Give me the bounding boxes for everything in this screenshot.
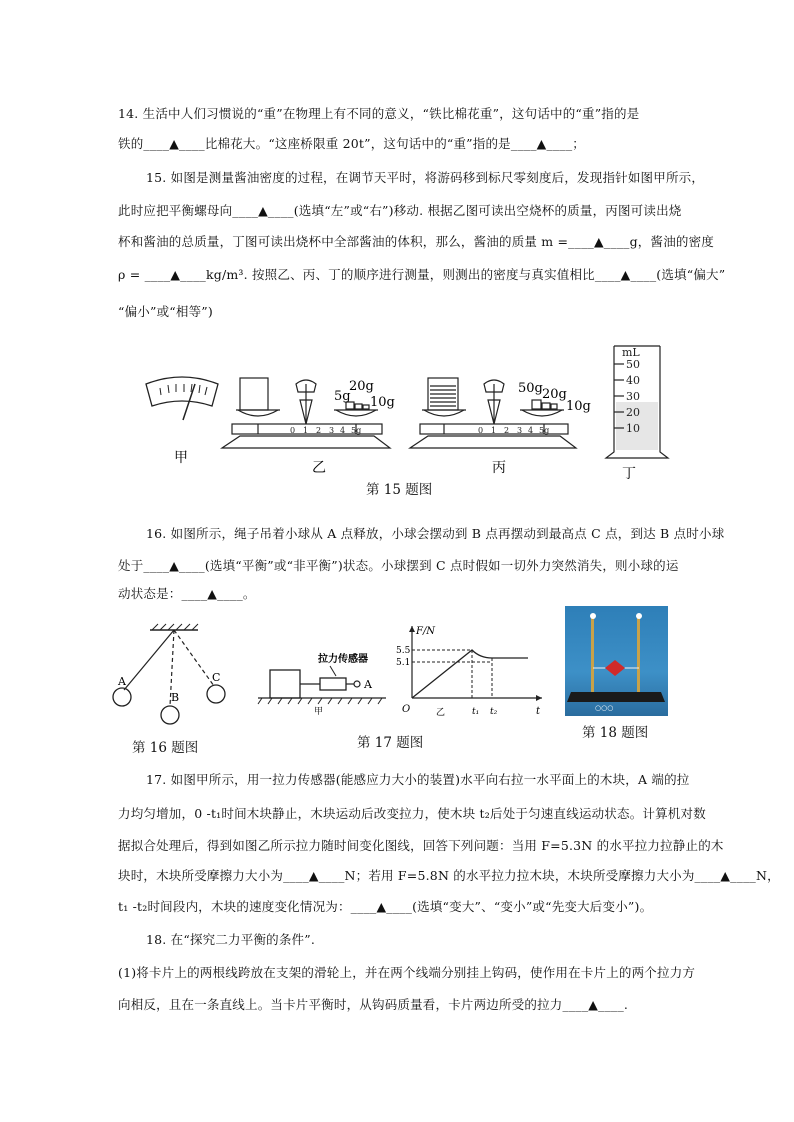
caption-fig18: 第 18 题图 (582, 725, 649, 741)
label-ding: 丁 (622, 466, 636, 482)
cylinder-tick-20: 20 (626, 406, 640, 419)
q16-line2: 处于____▲____(选填“平衡”或“非平衡”)状态。小球摆到 C 点时假如一切外力突然消失，则小球的运 (118, 558, 679, 573)
cylinder-tick-50: 50 (626, 358, 640, 371)
q15-line4: ρ = ____▲____kg/m³. 按照乙、丙、丁的顺序进行测量，则测出的密度与真实值相比____▲____(选填“偏大” (118, 267, 726, 282)
ruler-yi-tick-0: 0 (290, 426, 296, 435)
q17-line1: 17. 如图甲所示，用一拉力传感器(能感应力大小的装置)水平向右拉一水平面上的木块，A 端的拉 (146, 772, 690, 787)
dial-jia (146, 377, 218, 420)
label-17-jia: 甲 (314, 707, 324, 717)
ruler-bing-tick-1: 1 (491, 426, 497, 435)
tick-t2: t₂ (490, 707, 498, 717)
ruler-bing-tick-0: 0 (478, 426, 484, 435)
q15-line2: 此时应把平衡螺母向____▲____(选填“左”或“右”)移动. 根据乙图可读出空烧杯的质量，丙图可读出烧 (118, 203, 682, 218)
q16-line3: 动状态是：____▲____。 (118, 586, 256, 601)
figure-17-jia (258, 646, 398, 726)
figure-16 (110, 622, 230, 732)
point-C: C (212, 671, 221, 684)
weight-bing-20g: 20g (542, 387, 567, 402)
label-yi: 乙 (312, 460, 326, 476)
figure-17-graph (396, 622, 546, 722)
cylinder-tick-30: 30 (626, 390, 640, 403)
caption-fig16: 第 16 题图 (132, 740, 199, 756)
figure-15 (0, 340, 794, 480)
ruler-bing-tick-5: 5g (539, 426, 550, 435)
svg-text:○○○: ○○○ (595, 704, 614, 712)
q18-line2: (1)将卡片上的两根线跨放在支架的滑轮上，并在两个线端分别挂上钩码，使作用在卡片上的两个拉力方 (118, 965, 696, 980)
tick-5-1: 5.1 (396, 658, 411, 668)
weight-yi-10g: 10g (370, 395, 395, 410)
q15-line1: 15. 如图是测量酱油密度的过程，在调节天平时，将游码移到标尺零刻度后，发现指针如图甲所示， (146, 170, 705, 185)
q17-line5: t₁ -t₂时间段内，木块的速度变化情况为：____▲____(选填“变大”、“变小”或“先变大后变小”)。 (118, 899, 653, 914)
weight-yi-20g: 20g (349, 379, 374, 394)
weight-bing-10g: 10g (566, 399, 591, 414)
ruler-bing-tick-3: 3 (517, 426, 523, 435)
ruler-yi-tick-5: 5g (351, 426, 362, 435)
label-17-yi: 乙 (436, 708, 446, 718)
ruler-yi-tick-2: 2 (316, 426, 322, 435)
tick-5-5: 5.5 (396, 646, 411, 656)
axis-F: F/N (416, 626, 436, 637)
ruler-bing-tick-2: 2 (504, 426, 510, 435)
label-jia: 甲 (174, 450, 188, 466)
q17-line3: 据拟合处理后，得到如图乙所示拉力随时间变化图线，回答下列问题：当用 F=5.3N 的水平拉力拉静止的木 (118, 838, 724, 853)
q17-line2: 力均匀增加，0 -t₁时间木块静止，木块运动后改变拉力，使木块 t₂后处于匀速直线运动状态。计算机对数 (118, 806, 706, 821)
ruler-yi-tick-3: 3 (329, 426, 335, 435)
q16-line1: 16. 如图所示，绳子吊着小球从 A 点释放，小球会摆动到 B 点再摆动到最高点 C 点，到达 B 点时小球 (146, 526, 725, 541)
tick-t1: t₁ (472, 707, 480, 717)
q15-line5: “偏小”或“相等”) (118, 304, 213, 319)
q17-line4: 块时，木块所受摩擦力大小为____▲____N；若用 F=5.8N 的水平拉力拉木块，木块所受摩擦力大小为____▲____N， (118, 868, 780, 883)
cylinder-tick-40: 40 (626, 374, 640, 387)
sensor-label: 拉力传感器 (318, 654, 368, 665)
q15-line3: 杯和酱油的总质量，丁图可读出烧杯中全部酱油的体积，那么，酱油的质量 m =____▲____g，酱油的密度 (118, 234, 714, 249)
weight-yi-5g: 5g (334, 389, 351, 404)
ruler-bing-tick-4: 4 (528, 426, 534, 435)
ruler-yi-tick-4: 4 (340, 426, 346, 435)
figure-18-photo (565, 606, 668, 716)
cylinder-tick-10: 10 (626, 422, 640, 435)
caption-fig15: 第 15 题图 (366, 482, 433, 498)
q14-line1: 14. 生活中人们习惯说的“重”在物理上有不同的意义，“铁比棉花重”，这句话中的“重”指的是 (118, 106, 640, 121)
cylinder-unit: mL (622, 346, 640, 359)
axis-t: t (536, 706, 541, 717)
point-A-17: A (364, 678, 372, 691)
q14-line2: 铁的____▲____比棉花大。“这座桥限重 20t”，这句话中的“重”指的是____▲____； (118, 136, 585, 151)
point-A: A (118, 675, 126, 688)
weight-bing-50g: 50g (518, 381, 543, 396)
label-bing: 丙 (492, 460, 506, 476)
caption-fig17: 第 17 题图 (357, 735, 424, 751)
q18-line3: 向相反，且在一条直线上。当卡片平衡时，从钩码质量看，卡片两边所受的拉力____▲____. (118, 997, 629, 1012)
q18-line1: 18. 在“探究二力平衡的条件”. (146, 932, 316, 947)
ruler-yi-tick-1: 1 (303, 426, 309, 435)
origin-O: O (402, 704, 411, 715)
point-B: B (171, 691, 180, 704)
